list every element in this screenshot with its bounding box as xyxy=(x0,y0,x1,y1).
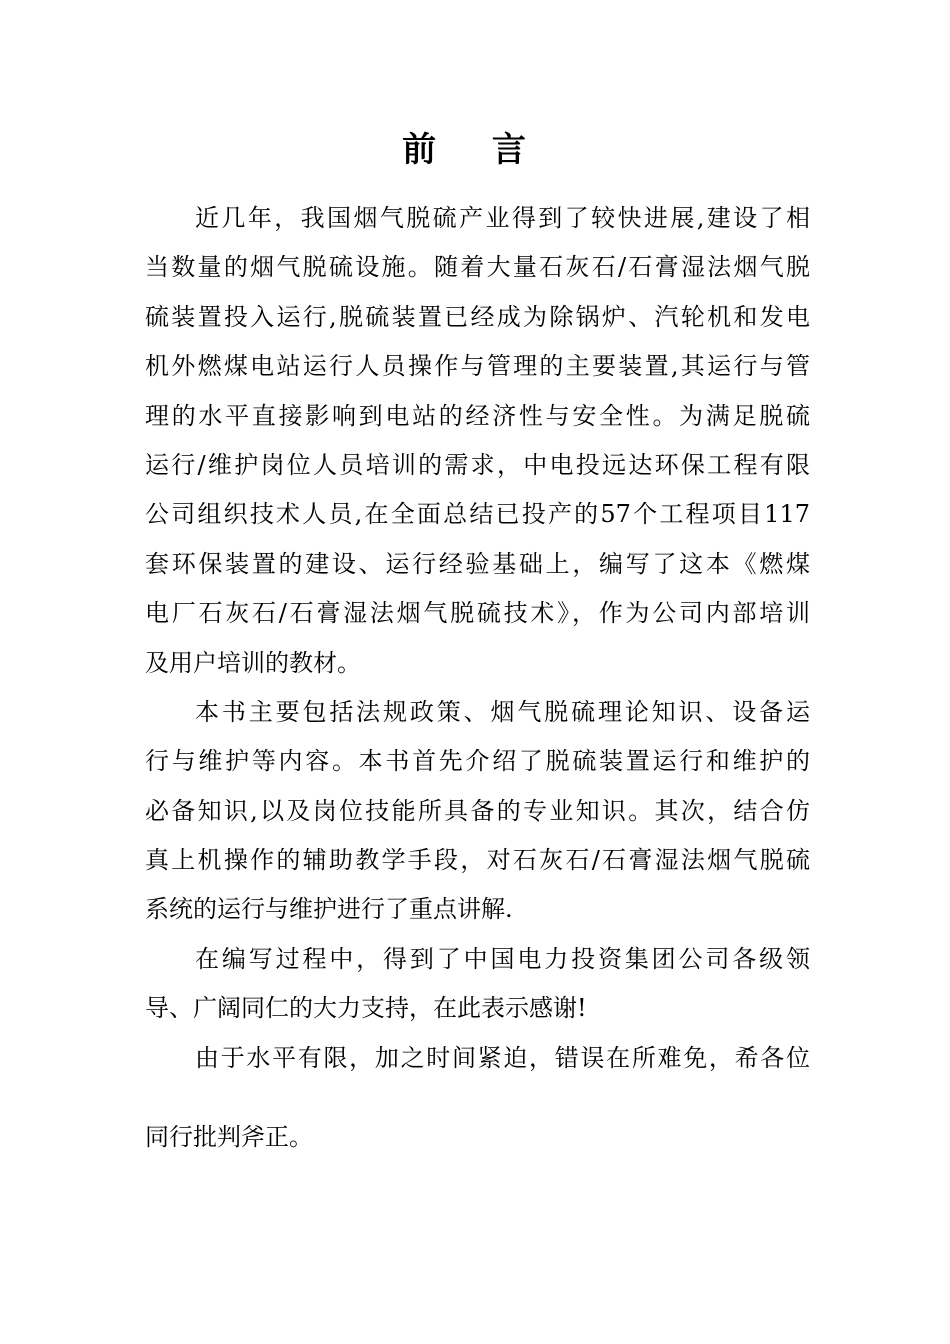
text-line: 当数量的烟气脱硫设施。随着大量石灰石/石膏湿法烟气脱 xyxy=(145,253,810,282)
text-line: 系统的运行与维护进行了重点讲解. xyxy=(145,895,513,924)
text-line: 导、广阔同仁的大力支持，在此表示感谢! xyxy=(145,994,587,1023)
text-line: 行与维护等内容。本书首先介绍了脱硫装置运行和维护的 xyxy=(145,747,810,776)
text-line: 真上机操作的辅助教学手段，对石灰石/石膏湿法烟气脱硫 xyxy=(145,846,810,875)
paragraph-1 xyxy=(145,194,810,688)
page-title: 前 言 xyxy=(402,130,548,170)
text-line: 理的水平直接影响到电站的经济性与安全性。为满足脱硫 xyxy=(145,401,810,430)
text-line: 电厂石灰石/石膏湿法烟气脱硫技术》，作为公司内部培训 xyxy=(145,599,810,628)
paragraph-3 xyxy=(145,935,810,1034)
text-line: 及用户培训的教材。 xyxy=(145,648,361,677)
text-line: 运行/维护岗位人员培训的需求，中电投远达环保工程有限 xyxy=(145,450,810,479)
text-line: 本书主要包括法规政策、烟气脱硫理论知识、设备运 xyxy=(195,697,810,726)
text-line: 同行批判斧正。 xyxy=(145,1123,313,1152)
text-line: 近几年，我国烟气脱硫产业得到了较快进展,建设了相 xyxy=(195,204,810,232)
paragraph-2 xyxy=(145,688,810,935)
text-line: 硫装置投入运行,脱硫装置已经成为除锅炉、汽轮机和发电 xyxy=(145,302,810,331)
text-line: 套环保装置的建设、运行经验基础上，编写了这本《燃煤 xyxy=(145,549,810,578)
text-line: 在编写过程中，得到了中国电力投资集团公司各级领 xyxy=(195,944,810,973)
preface-body xyxy=(145,194,810,1162)
line-gap xyxy=(145,1083,810,1113)
paragraph-4 xyxy=(145,1034,810,1163)
text-line: 机外燃煤电站运行人员操作与管理的主要装置,其运行与管 xyxy=(145,352,810,381)
text-line: 公司组织技术人员,在全面总结已投产的57个工程项目117 xyxy=(145,500,810,529)
text-line: 必备知识,以及岗位技能所具备的专业知识。其次，结合仿 xyxy=(145,796,810,825)
text-line: 由于水平有限，加之时间紧迫，错误在所难免，希各位 xyxy=(195,1043,810,1072)
